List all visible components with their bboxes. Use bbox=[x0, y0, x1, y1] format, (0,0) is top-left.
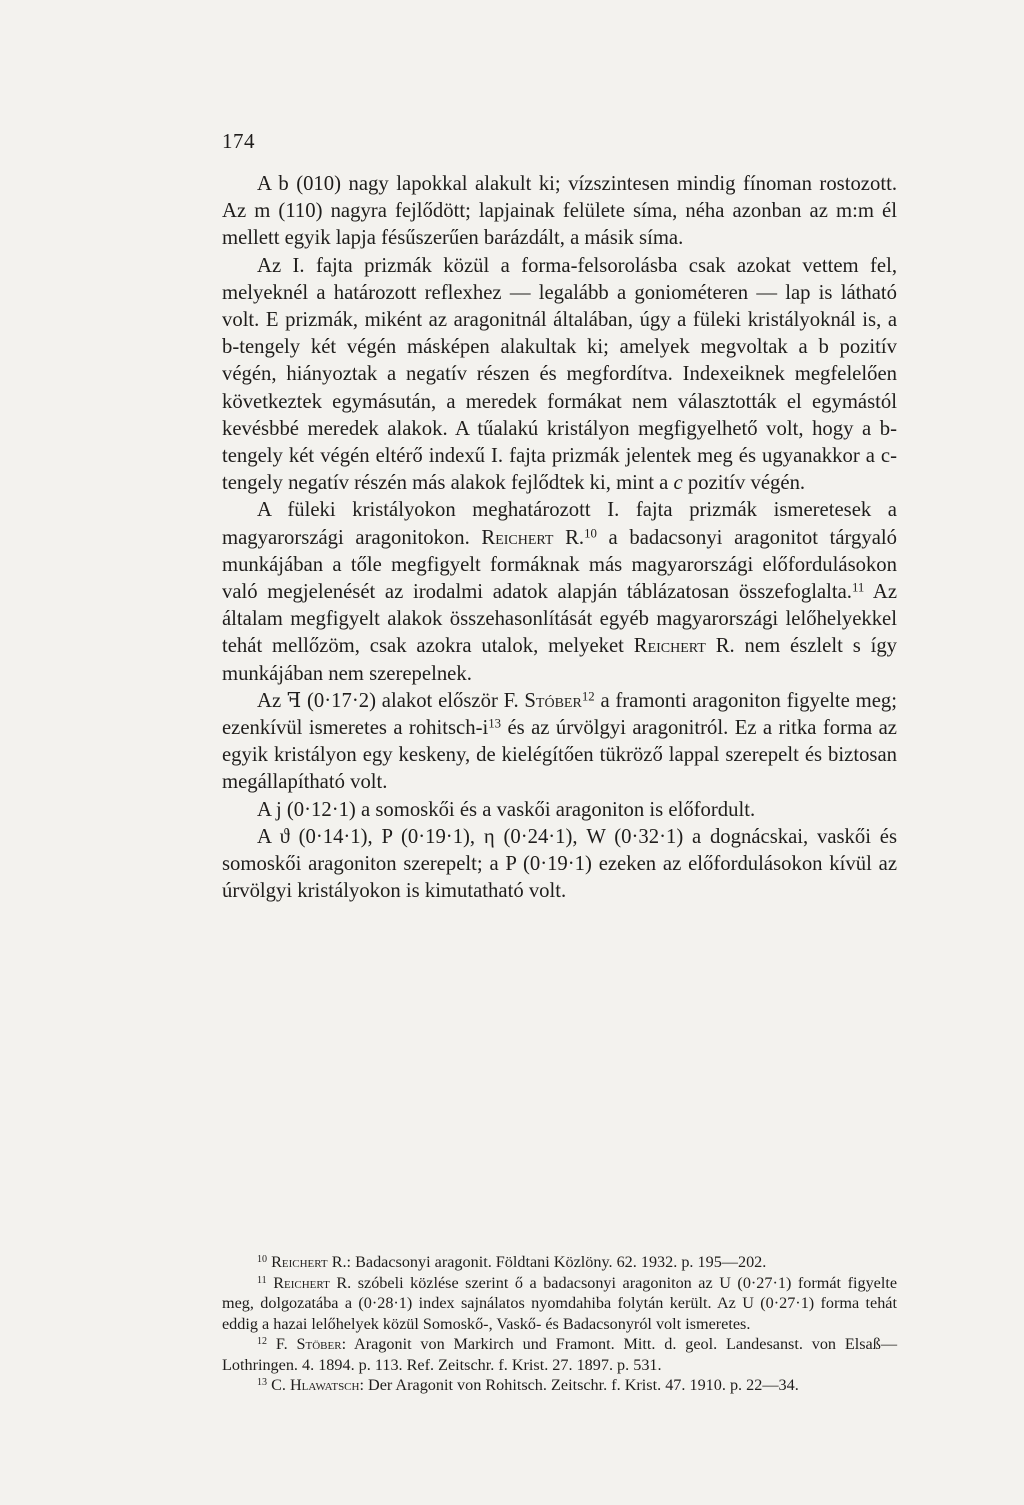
paragraph-3-part-c: Az általam megfigyelt alakok összehasonlítását egyéb magyarországi lelőhelyekkel tehát mellőzöm, csak azokra utalok, melyeket bbox=[222, 581, 897, 658]
footnote-text: R. szóbeli közlése szerint ő a badacsonyi aragoniton az U (0·27·1) formát figyelte meg, dolgozatába a (0·28·1) index sajnálatos nyomdahiba folytán került. Az U (0·27·1) forma tehát eddig a hazai lelőhelyek közül Somoskő-, Vaskő- és Badacsonyról volt ismeretes. bbox=[222, 1273, 898, 1333]
footnote-number: 11 bbox=[257, 1274, 267, 1286]
footnote-author: Reichert bbox=[271, 1253, 328, 1271]
paragraph-4-part-a: Az bbox=[257, 689, 282, 712]
author-reichert-2: Reichert bbox=[633, 635, 706, 658]
footnote-author: Reichert bbox=[273, 1273, 330, 1292]
footnote-13 bbox=[222, 1375, 897, 1396]
footnote-text: : Aragonit von Markirch und Framont. Mitt. d. geol. Landesanst. von Elsaß—Lothringen. 4. 1894. p. 113. Ref. Zeitschr. f. Krist. 27. 1897. p. 531. bbox=[222, 1335, 898, 1374]
author-stober: Stóber bbox=[524, 689, 582, 712]
paragraph-4 bbox=[222, 688, 897, 797]
paragraph-5: A j (0·12·1) a somoskői és a vaskői aragoniton is előfordult. bbox=[257, 798, 756, 821]
footnote-10 bbox=[222, 1252, 897, 1273]
footnote-ref-10: 10 bbox=[584, 526, 597, 541]
footnote-ref-11: 11 bbox=[851, 580, 865, 595]
paragraph-4-part-d: és az úrvölgyi aragonitról. Ez a ritka forma az egyik kristályon egy keskeny, de kielégítően tükröző lappal szerepelt és biztosan megállapítható volt. bbox=[222, 717, 897, 794]
form-symbol: ꟻ bbox=[286, 689, 302, 712]
paragraph-3-part-d: nem észlelt s így munkájában nem szerepelnek. bbox=[222, 635, 898, 685]
paragraph-3 bbox=[222, 497, 897, 687]
footnote-author: Stöber bbox=[296, 1335, 342, 1353]
main-text bbox=[222, 171, 897, 905]
paragraph-2-end: pozitív végén. bbox=[687, 472, 806, 495]
footnote-ref-13: 13 bbox=[488, 716, 502, 731]
footnote-text: : Der Aragonit von Rohitsch. Zeitschr. f. Krist. 47. 1910. p. 22—34. bbox=[359, 1376, 799, 1394]
paragraph-1: A b (010) nagy lapokkal alakult ki; vízszintesen mindig fínoman rostozott. Az m (110) nagyra fejlődött; lapjainak felülete síma, néha azonban az m:m él mellett egyik lapja fésűszerűen barázdált, a másik síma. bbox=[222, 173, 897, 250]
author-reichert: Reichert bbox=[481, 526, 554, 549]
paragraph-6: A ϑ (0·14·1), P (0·19·1), η (0·24·1), W (0·32·1) a dognácskai, vaskői és somoskői aragoniton szerepelt; a P (0·19·1) ezeken az előfordulásokon kívül az úrvölgyi kristályokon is kimutatható volt. bbox=[222, 825, 897, 903]
footnote-ref-12: 12 bbox=[581, 689, 595, 704]
footnotes bbox=[222, 1252, 897, 1396]
paragraph-3-part-a: A füleki kristályokon meghatározott I. fajta prizmák ismeretesek a magyarországi aragonitokon. bbox=[222, 499, 897, 549]
footnote-author: Hlawatsch bbox=[289, 1376, 360, 1394]
author-initial: R. bbox=[565, 526, 585, 549]
footnote-prefix: C. bbox=[271, 1376, 286, 1394]
author-initial-2: R. bbox=[715, 635, 735, 658]
footnote-number: 12 bbox=[257, 1335, 268, 1347]
footnote-number: 13 bbox=[257, 1376, 268, 1388]
paragraph-4-part-c: a framonti aragoniton figyelte meg; ezenkívül ismeretes a rohitsch-i bbox=[222, 689, 897, 740]
axis-c-italic: c bbox=[673, 472, 683, 495]
footnote-prefix: F. bbox=[275, 1335, 288, 1353]
footnote-12 bbox=[222, 1334, 897, 1375]
page-number: 174 bbox=[222, 129, 255, 153]
paragraph-4-part-b: (0·17·2) alakot először F. bbox=[307, 689, 519, 712]
paragraph-2 bbox=[222, 253, 897, 498]
paragraph-2-body: Az I. fajta prizmák közül a forma-felsorolásba csak azokat vettem fel, melyeknél a határozott reflexhez — legalább a goniométeren — lap is látható volt. E prizmák, miként az aragonitnál általában, úgy a füleki kristályoknál is, a b-tengely két végén másképen alakultak ki; amelyek megvoltak a b pozitív végén, hiányoztak a negatív részen és megfordítva. Indexeiknek megfelelően következtek egymásután, a meredek formákat nem választották el egymástól kevésbbé meredek alakok. A tűalakú kristályon megfigyelhető volt, hogy a b-tengely két végén eltérő indexű I. fajta prizmák jelentek meg és ugyanakkor a c-tengely negatív részén más alakok fejlődtek ki, mint a bbox=[222, 254, 897, 495]
footnote-text: R.: Badacsonyi aragonit. Földtani Közlöny. 62. 1932. p. 195—202. bbox=[331, 1253, 767, 1271]
footnote-11 bbox=[222, 1273, 897, 1335]
paragraph-3-part-b: a badacsonyi aragonitot tárgyaló munkájában a tőle megfigyelt formáknak más magyarországi előfordulásokon való megjelenését az irodalmi adatok alapján táblázatosan összefoglalta. bbox=[222, 526, 897, 604]
footnote-number: 10 bbox=[257, 1253, 268, 1265]
